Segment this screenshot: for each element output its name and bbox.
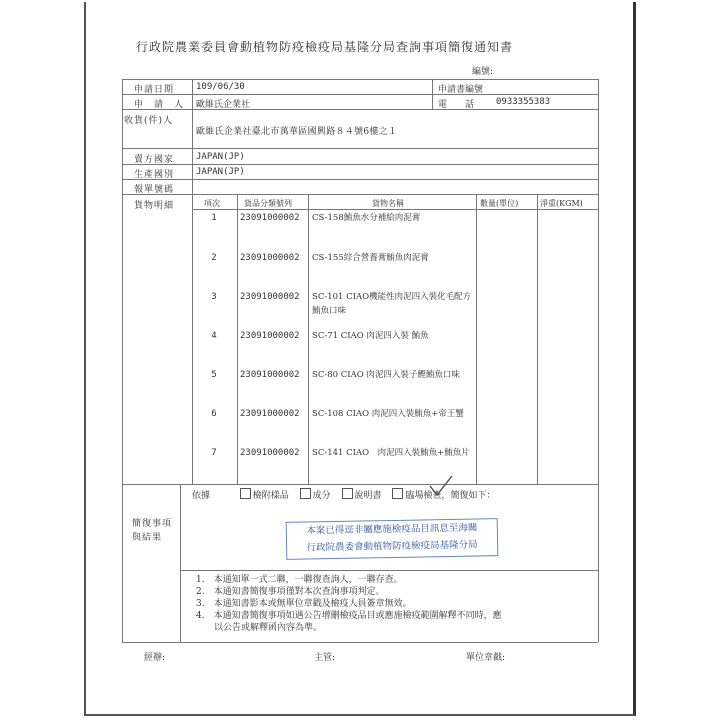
note-item: 3. 本通知書影本或無單位章戳及檢疫人員簽章無效。: [196, 599, 412, 609]
notes-list: [196, 574, 502, 634]
origin-country-value: JAPAN(JP): [196, 167, 245, 177]
row-name: SC-141 CIAO 肉泥四入裝鮪魚+鮪魚片: [312, 448, 470, 458]
checkbox-box[interactable]: [392, 488, 403, 499]
row-name: SC-101 CIAO機能性肉泥四入裝化毛配方 鮪魚口味: [312, 292, 472, 316]
note-item: 以公告或解釋函內容為準。: [196, 623, 323, 633]
phone-label: 電 話: [438, 100, 475, 110]
row-divider: [122, 164, 598, 165]
goods-header-divider: [192, 209, 598, 210]
phone-value: 0933355383: [496, 97, 551, 107]
row-name: SC-80 CIAO 肉泥四入裝子鰹鮪魚口味: [312, 370, 460, 380]
checkbox-box[interactable]: [300, 488, 311, 499]
goods-table-bottom: [122, 484, 598, 485]
row-name: CS-155綜合營養膏鮪魚肉泥膏: [312, 253, 429, 263]
notes-divider: [180, 570, 598, 571]
unit-seal-label: 單位章戳:: [466, 653, 506, 663]
supervisor-label: 主管:: [314, 653, 336, 663]
goods-table-divider: [192, 194, 193, 484]
row-number: 2: [211, 253, 217, 263]
row-name: CS-158鮪魚水分補給肉泥膏: [312, 213, 421, 223]
table-top-border: [122, 79, 598, 80]
goods-table-divider: [308, 194, 309, 484]
origin-country-label: 生產國別: [134, 170, 175, 180]
row-number: 1: [211, 213, 217, 223]
declaration-no-label: 報單號碼: [134, 185, 175, 195]
seller-country-label: 賣方國家: [134, 155, 175, 165]
row-divider: [122, 179, 598, 180]
note-item: 2. 本通知書簡復事項僅對本次查詢事項判定。: [196, 587, 385, 597]
checkbox-box[interactable]: [240, 488, 251, 499]
reply-label-divider: [180, 484, 181, 642]
inspection-stamp: [286, 518, 499, 560]
checkbox-label: 成分: [312, 491, 331, 501]
document-title: 行政院農業委員會動植物防疫檢疫局基隆分局查詢事項簡復通知書: [136, 40, 514, 54]
stamp-line: 本案已得逕非屬應施檢疫品目訊息至海關: [306, 522, 478, 537]
seller-country-value: JAPAN(JP): [196, 152, 245, 162]
stamp-line: 行政院農委會動植物防疫檢疫局基隆分局: [306, 539, 478, 554]
table-bottom-border: [122, 642, 598, 643]
header-name: 貨物名稱: [372, 199, 404, 208]
row-number: 4: [211, 331, 217, 341]
checkbox-label: 檢附樣品: [252, 491, 289, 501]
application-no-label: 申請書編號: [438, 85, 484, 95]
note-item: 4. 本通知書簡復事項如遇公告增刪檢疫品目或應施檢疫範圍解釋不同時，應: [196, 611, 502, 621]
row-code: 23091000002: [240, 292, 300, 302]
row-number: 5: [211, 370, 217, 380]
row-number: 3: [211, 292, 217, 302]
checkbox-label: 說明書: [354, 491, 382, 501]
receiver-label: 收貨(件)人: [124, 116, 174, 126]
row-code: 23091000002: [240, 253, 300, 263]
checkbox-ingredients[interactable]: [300, 491, 331, 501]
row-code: 23091000002: [240, 409, 300, 419]
checkmark-icon: [428, 474, 454, 498]
row-divider: [122, 109, 598, 110]
checkbox-label: 臨場檢查，簡復如下：: [405, 491, 496, 501]
goods-table-divider: [537, 194, 538, 484]
basis-label: 依據: [192, 491, 211, 501]
header-code: 貨品分類號列: [244, 199, 292, 208]
header-quantity: 數量(單位): [480, 199, 519, 208]
row-name: SC-108 CIAO 肉泥四入裝鮪魚+帝王蟹: [312, 409, 464, 419]
row-divider: [122, 94, 598, 95]
reply-label: 簡復事項 與結果: [132, 519, 173, 543]
applicant-value: 歐維氏企業社: [196, 100, 251, 110]
row-number: 7: [211, 448, 217, 458]
row-code: 23091000002: [240, 331, 300, 341]
goods-table-divider: [237, 194, 238, 484]
header-weight: 淨重(KGM): [540, 199, 583, 208]
serial-label: 編號:: [472, 67, 494, 77]
checkbox-manual[interactable]: [342, 491, 382, 501]
receiver-value: 歐維氏企業社臺北市萬華區國興路８４號6樓之１: [196, 127, 398, 137]
row-code: 23091000002: [240, 370, 300, 380]
row-code: 23091000002: [240, 213, 300, 223]
row-code: 23091000002: [240, 448, 300, 458]
header-item-no: 項次: [204, 199, 220, 208]
goods-detail-label: 貨物明細: [134, 201, 175, 211]
applicant-label: 申 請 人: [134, 100, 185, 110]
handler-label: 經辦:: [144, 653, 166, 663]
row-number: 6: [211, 409, 217, 419]
checkbox-sample[interactable]: [240, 491, 289, 501]
label-column-divider: [192, 79, 193, 194]
checkbox-box[interactable]: [342, 488, 353, 499]
basis-row: [192, 488, 503, 501]
row-divider: [122, 148, 598, 149]
row-divider: [122, 194, 598, 195]
goods-table-divider: [476, 194, 477, 484]
apply-date-value: 109/06/30: [196, 82, 245, 92]
row-name: SC-71 CIAO 肉泥四入裝 鮪魚: [312, 331, 429, 341]
note-item: 1. 本通知單一式二聯，一聯復查詢人，一聯存查。: [196, 575, 403, 585]
apply-date-label: 申請日期: [134, 85, 175, 95]
table-right-border: [598, 79, 599, 642]
